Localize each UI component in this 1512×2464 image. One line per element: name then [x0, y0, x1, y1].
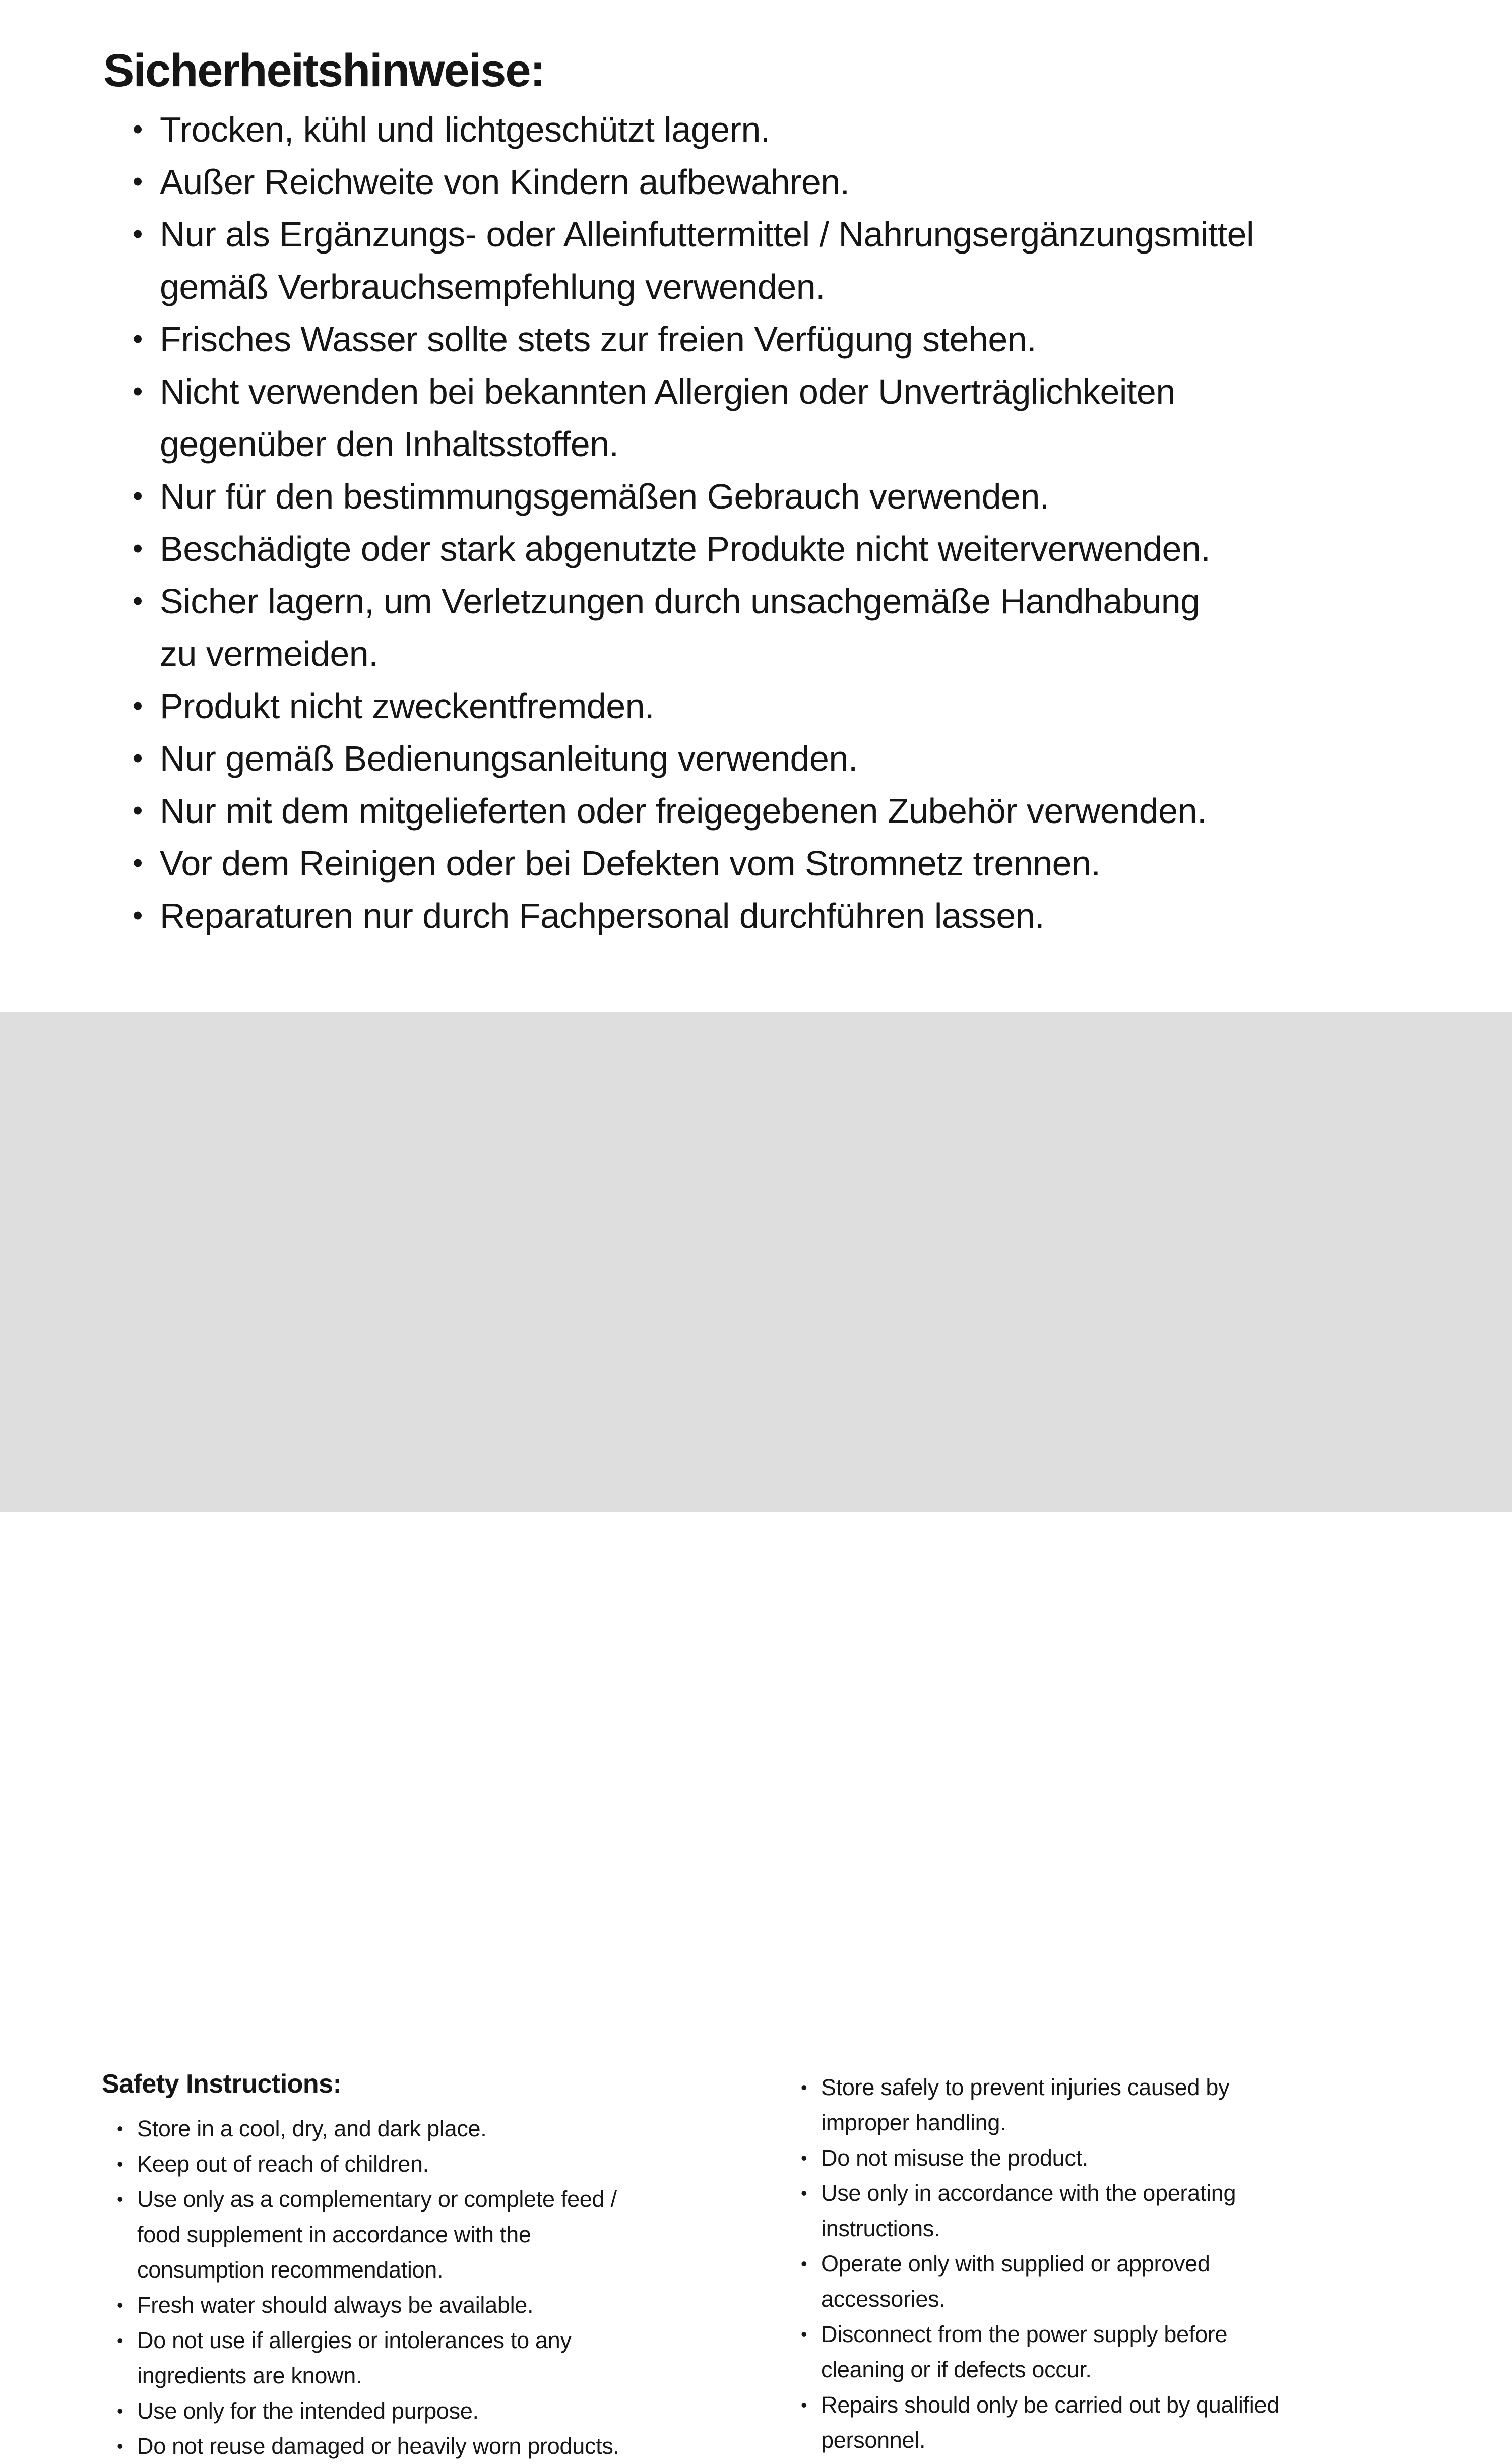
item-text	[821, 2140, 1088, 2176]
item-text	[137, 2393, 479, 2429]
bullet-marker: •	[801, 2394, 807, 2415]
item-text	[137, 2146, 429, 2182]
item-line: Do not use if allergies or intolerances to any	[137, 2327, 572, 2353]
item-line: Store safely to prevent injuries caused by	[821, 2074, 1230, 2100]
item-text	[160, 785, 1207, 837]
bullet-marker: •	[133, 585, 143, 617]
item-text	[821, 2387, 1279, 2458]
bullet-marker: •	[133, 899, 143, 932]
bullet-marker: •	[117, 2118, 123, 2139]
list-item	[133, 523, 1254, 575]
item-text	[821, 2070, 1229, 2140]
list-item	[133, 365, 1254, 470]
german-title: Sicherheitshinweise:	[103, 45, 545, 96]
item-text	[160, 732, 858, 785]
list-item	[801, 2387, 1279, 2458]
german-section	[0, 0, 1512, 1012]
list-item	[133, 785, 1254, 837]
bullet-marker: •	[133, 218, 143, 250]
item-text	[160, 575, 1200, 680]
item-text	[137, 2182, 617, 2288]
bullet-marker: •	[117, 2295, 123, 2315]
list-item	[133, 470, 1254, 523]
item-line: Nur mit dem mitgelieferten oder freigegebenen Zubehör verwenden.	[160, 791, 1207, 831]
item-line: Frisches Wasser sollte stets zur freien Verfügung stehen.	[160, 320, 1037, 359]
item-line: Repairs should only be carried out by qualified	[821, 2392, 1279, 2418]
bullet-marker: •	[133, 847, 143, 879]
bullet-marker: •	[117, 2154, 123, 2174]
item-line: Nur für den bestimmungsgemäßen Gebrauch verwenden.	[160, 477, 1049, 516]
item-text	[160, 890, 1044, 942]
item-text	[160, 156, 850, 208]
list-item	[117, 2288, 619, 2323]
bullet-marker: •	[801, 2183, 807, 2203]
list-item	[133, 208, 1254, 313]
item-text	[160, 365, 1175, 470]
english-title: Safety Instructions:	[102, 2069, 342, 2099]
list-item	[801, 2140, 1279, 2176]
item-text	[821, 2246, 1210, 2317]
item-line: gegenüber den Inhaltsstoffen.	[160, 424, 619, 464]
item-line: Nur gemäß Bedienungsanleitung verwenden.	[160, 739, 858, 778]
item-text	[160, 470, 1049, 523]
list-item	[117, 2429, 619, 2464]
item-line: personnel.	[821, 2427, 926, 2453]
item-line: food supplement in accordance with the	[137, 2222, 531, 2247]
item-line: Nur als Ergänzungs- oder Alleinfuttermittel / Nahrungsergänzungsmittel	[160, 215, 1254, 254]
bullet-marker: •	[133, 113, 143, 146]
item-line: Außer Reichweite von Kindern aufbewahren.	[160, 162, 850, 202]
item-line: Use only for the intended purpose.	[137, 2398, 479, 2424]
bullet-marker: •	[117, 2400, 123, 2421]
bullet-marker: •	[117, 2436, 123, 2456]
list-item	[133, 313, 1254, 365]
bullet-marker: •	[133, 480, 143, 513]
item-text	[160, 680, 654, 732]
list-item	[117, 2323, 619, 2393]
item-line: Disconnect from the power supply before	[821, 2321, 1228, 2347]
item-line: Reparaturen nur durch Fachpersonal durchführen lassen.	[160, 896, 1045, 935]
item-line: Beschädigte oder stark abgenutzte Produkte nicht weiterverwenden.	[160, 529, 1211, 568]
item-text	[160, 313, 1036, 365]
list-item	[117, 2182, 619, 2288]
bullet-marker: •	[801, 2077, 807, 2098]
item-text	[821, 2176, 1236, 2246]
item-line: Operate only with supplied or approved	[821, 2251, 1210, 2277]
list-item	[801, 2317, 1279, 2387]
item-text	[160, 837, 1100, 890]
bullet-marker: •	[801, 2253, 807, 2274]
list-item	[801, 2070, 1279, 2140]
item-line: Do not reuse damaged or heavily worn products.	[137, 2433, 619, 2459]
item-text	[160, 523, 1210, 575]
item-line: Produkt nicht zweckentfremden.	[160, 686, 655, 726]
item-line: cleaning or if defects occur.	[821, 2357, 1092, 2382]
item-line: ingredients are known.	[137, 2363, 362, 2388]
item-line: Sicher lagern, um Verletzungen durch unsachgemäße Handhabung	[160, 582, 1200, 621]
item-line: Nicht verwenden bei bekannten Allergien oder Unverträglichkeiten	[160, 372, 1175, 411]
english-safety-list-right	[801, 2070, 1279, 2458]
item-line: instructions.	[821, 2216, 940, 2241]
list-item	[801, 2176, 1279, 2246]
german-safety-list	[133, 103, 1254, 942]
item-line: Trocken, kühl und lichtgeschützt lagern.	[160, 110, 770, 149]
bullet-marker: •	[133, 165, 143, 198]
item-line: consumption recommendation.	[137, 2257, 444, 2283]
bullet-marker: •	[117, 2330, 123, 2351]
item-line: Use only in accordance with the operating	[821, 2180, 1236, 2206]
english-section	[0, 1012, 1512, 2459]
list-item	[133, 732, 1254, 785]
item-text	[137, 2429, 619, 2464]
list-item	[117, 2393, 619, 2429]
bullet-marker: •	[801, 2324, 807, 2345]
item-line: gemäß Verbrauchsempfehlung verwenden.	[160, 267, 826, 306]
item-line: Vor dem Reinigen oder bei Defekten vom Stromnetz trennen.	[160, 844, 1101, 883]
bullet-marker: •	[801, 2147, 807, 2168]
english-safety-list-left	[117, 2111, 619, 2464]
item-text	[137, 2288, 533, 2323]
bullet-marker: •	[133, 742, 143, 775]
bullet-marker: •	[133, 532, 143, 565]
list-item	[801, 2246, 1279, 2317]
bullet-marker: •	[133, 323, 143, 355]
item-line: Keep out of reach of children.	[137, 2151, 429, 2177]
bullet-marker: •	[133, 689, 143, 722]
list-item	[133, 156, 1254, 208]
item-line: zu vermeiden.	[160, 634, 379, 673]
list-item	[117, 2111, 619, 2146]
item-line: accessories.	[821, 2286, 946, 2312]
bullet-marker: •	[117, 2189, 123, 2209]
bullet-marker: •	[133, 794, 143, 827]
item-text	[160, 208, 1254, 313]
item-line: Use only as a complementary or complete feed /	[137, 2186, 617, 2212]
item-text	[821, 2317, 1227, 2387]
list-item	[117, 2146, 619, 2182]
list-item	[133, 103, 1254, 156]
item-text	[160, 103, 770, 156]
item-line: improper handling.	[821, 2110, 1006, 2135]
item-text	[137, 2323, 572, 2393]
item-line: Fresh water should always be available.	[137, 2292, 534, 2318]
item-text	[137, 2111, 486, 2146]
list-item	[133, 890, 1254, 942]
list-item	[133, 575, 1254, 680]
list-item	[133, 680, 1254, 732]
item-line: Do not misuse the product.	[821, 2145, 1088, 2171]
list-item	[133, 837, 1254, 890]
item-line: Store in a cool, dry, and dark place.	[137, 2116, 487, 2141]
bullet-marker: •	[133, 375, 143, 408]
